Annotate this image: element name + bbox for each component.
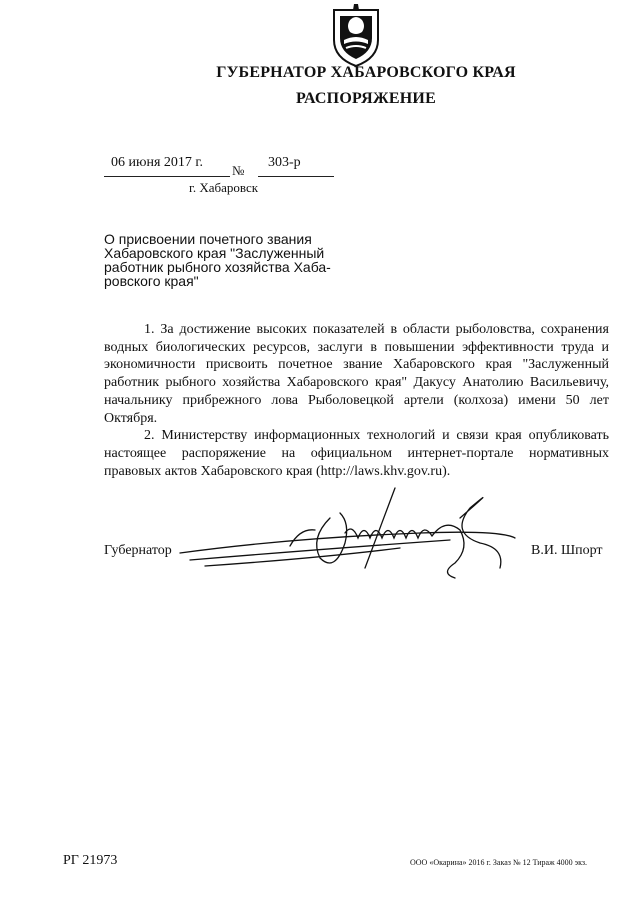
document-number: 303-р	[268, 155, 301, 170]
subject-line: О присвоении почетного звания	[104, 231, 312, 247]
khabarovsk-coat-of-arms-icon	[328, 4, 384, 68]
subject-line: Хабаровского края "Заслуженный	[104, 245, 325, 261]
signatory-position: Губернатор	[104, 543, 172, 558]
printer-imprint: ООО «Окарина» 2016 г. Заказ № 12 Тираж 4000 экз.	[410, 858, 588, 867]
subject-line: ровского края"	[104, 273, 199, 289]
issuing-authority: ГУБЕРНАТОР ХАБАРОВСКОГО КРАЯ	[216, 64, 516, 81]
registry-number: РГ 21973	[63, 853, 118, 868]
number-sign: №	[232, 163, 245, 178]
paragraph-2: 2. Министерству информационных технологий и связи края опубликовать настоящее распоряжение на официальном интернет-портале нормативных правовых актов Хабаровского края (http://laws.khv.gov.ru).	[104, 428, 609, 479]
document-subject	[104, 232, 336, 288]
handwritten-signature	[170, 478, 530, 608]
subject-line: работник рыбного хозяйства Хаба-	[104, 259, 331, 275]
document-date: 06 июня 2017 г.	[111, 155, 204, 170]
paragraph-1: 1. За достижение высоких показателей в области рыболовства, сохранения водных биологических ресурсов, заслуги в повышении эффективности труда и экономичности присвоить почетное звание Хабаровского края "Заслуженный работник рыбного хозяйства Хабаровского края" Дакусу Анатолию Васильевичу, начальнику прибрежного лова Рыболовецкой артели (колхоза) имени 50 лет Октября.	[104, 322, 609, 426]
number-underline	[258, 176, 334, 177]
date-underline	[104, 176, 230, 177]
document-city: г. Хабаровск	[189, 180, 259, 195]
document-type: РАСПОРЯЖЕНИЕ	[296, 90, 436, 107]
document-body	[104, 321, 609, 480]
signatory-name: В.И. Шпорт	[531, 543, 603, 558]
